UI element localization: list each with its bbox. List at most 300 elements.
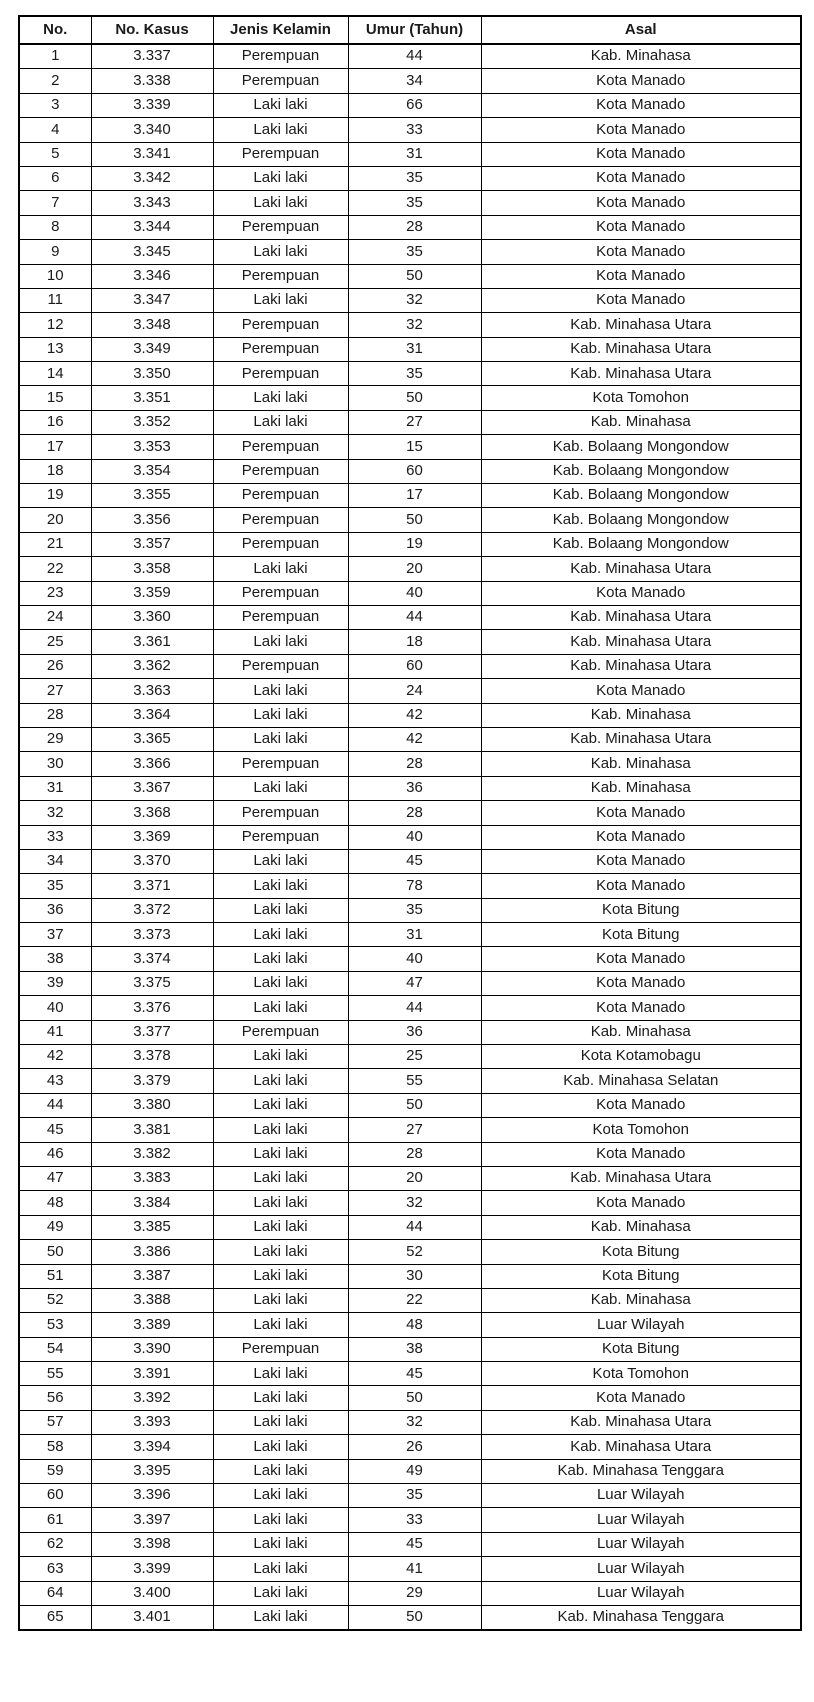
- table-row: [19, 679, 801, 703]
- cell-jenis-kelamin: Laki laki: [213, 1410, 348, 1434]
- cell-umur: 34: [348, 69, 481, 93]
- cell-no-kasus: 3.349: [91, 337, 213, 361]
- cell-no-kasus: 3.373: [91, 923, 213, 947]
- cell-jenis-kelamin: Laki laki: [213, 1240, 348, 1264]
- cell-umur: 18: [348, 630, 481, 654]
- cell-jenis-kelamin: Laki laki: [213, 703, 348, 727]
- cell-umur: 35: [348, 1484, 481, 1508]
- table-row: [19, 386, 801, 410]
- cell-jenis-kelamin: Laki laki: [213, 1093, 348, 1117]
- cell-no: 7: [19, 191, 91, 215]
- cell-no-kasus: 3.345: [91, 240, 213, 264]
- cell-jenis-kelamin: Perempuan: [213, 1337, 348, 1361]
- cell-asal: Kota Manado: [481, 1142, 801, 1166]
- table-row: [19, 337, 801, 361]
- cell-no: 37: [19, 923, 91, 947]
- cell-no: 46: [19, 1142, 91, 1166]
- table-row: [19, 215, 801, 239]
- cell-asal: Kab. Minahasa Utara: [481, 1410, 801, 1434]
- cell-jenis-kelamin: Laki laki: [213, 118, 348, 142]
- cell-no: 53: [19, 1313, 91, 1337]
- cell-umur: 33: [348, 118, 481, 142]
- cell-no-kasus: 3.359: [91, 581, 213, 605]
- cell-jenis-kelamin: Laki laki: [213, 849, 348, 873]
- cell-umur: 50: [348, 1386, 481, 1410]
- cell-umur: 35: [348, 240, 481, 264]
- cell-asal: Kota Tomohon: [481, 1118, 801, 1142]
- cell-asal: Kota Manado: [481, 679, 801, 703]
- cell-umur: 44: [348, 605, 481, 629]
- cell-no-kasus: 3.365: [91, 727, 213, 751]
- cell-asal: Kab. Minahasa Utara: [481, 313, 801, 337]
- cell-asal: Kota Bitung: [481, 898, 801, 922]
- cell-asal: Luar Wilayah: [481, 1532, 801, 1556]
- cell-jenis-kelamin: Laki laki: [213, 166, 348, 190]
- cell-asal: Kab. Bolaang Mongondow: [481, 435, 801, 459]
- cell-asal: Kota Manado: [481, 1386, 801, 1410]
- cell-no-kasus: 3.385: [91, 1215, 213, 1239]
- case-table-body: [19, 44, 801, 1630]
- cell-no-kasus: 3.341: [91, 142, 213, 166]
- cell-umur: 50: [348, 508, 481, 532]
- cell-umur: 35: [348, 362, 481, 386]
- cell-asal: Kota Tomohon: [481, 386, 801, 410]
- cell-no: 41: [19, 1020, 91, 1044]
- table-row: [19, 1118, 801, 1142]
- cell-umur: 40: [348, 947, 481, 971]
- table-row: [19, 1166, 801, 1190]
- cell-asal: Kota Bitung: [481, 1264, 801, 1288]
- cell-asal: Kota Manado: [481, 191, 801, 215]
- table-row: [19, 362, 801, 386]
- cell-umur: 32: [348, 1410, 481, 1434]
- cell-no-kasus: 3.348: [91, 313, 213, 337]
- cell-no: 47: [19, 1166, 91, 1190]
- cell-jenis-kelamin: Perempuan: [213, 142, 348, 166]
- cell-no: 60: [19, 1484, 91, 1508]
- cell-jenis-kelamin: Laki laki: [213, 630, 348, 654]
- cell-no-kasus: 3.393: [91, 1410, 213, 1434]
- cell-jenis-kelamin: Perempuan: [213, 215, 348, 239]
- cell-umur: 55: [348, 1069, 481, 1093]
- cell-jenis-kelamin: Laki laki: [213, 874, 348, 898]
- table-row: [19, 1215, 801, 1239]
- table-row: [19, 971, 801, 995]
- cell-no-kasus: 3.352: [91, 410, 213, 434]
- cell-no: 32: [19, 801, 91, 825]
- table-row: [19, 191, 801, 215]
- cell-asal: Kota Bitung: [481, 923, 801, 947]
- table-row: [19, 1045, 801, 1069]
- cell-no-kasus: 3.338: [91, 69, 213, 93]
- cell-no: 44: [19, 1093, 91, 1117]
- cell-asal: Luar Wilayah: [481, 1508, 801, 1532]
- cell-no: 9: [19, 240, 91, 264]
- cell-umur: 45: [348, 1532, 481, 1556]
- cell-no-kasus: 3.344: [91, 215, 213, 239]
- cell-no-kasus: 3.384: [91, 1191, 213, 1215]
- table-row: [19, 93, 801, 117]
- cell-asal: Kab. Minahasa: [481, 1288, 801, 1312]
- cell-no: 24: [19, 605, 91, 629]
- table-row: [19, 1557, 801, 1581]
- cell-umur: 28: [348, 801, 481, 825]
- cell-no-kasus: 3.390: [91, 1337, 213, 1361]
- table-row: [19, 264, 801, 288]
- cell-no-kasus: 3.392: [91, 1386, 213, 1410]
- table-row: [19, 996, 801, 1020]
- cell-no-kasus: 3.362: [91, 654, 213, 678]
- cell-umur: 27: [348, 410, 481, 434]
- cell-no-kasus: 3.381: [91, 1118, 213, 1142]
- cell-umur: 28: [348, 752, 481, 776]
- cell-jenis-kelamin: Laki laki: [213, 679, 348, 703]
- cell-asal: Kab. Minahasa: [481, 44, 801, 69]
- table-row: [19, 581, 801, 605]
- cell-asal: Kab. Minahasa Tenggara: [481, 1459, 801, 1483]
- cell-no-kasus: 3.380: [91, 1093, 213, 1117]
- table-row: [19, 459, 801, 483]
- cell-no: 20: [19, 508, 91, 532]
- cell-asal: Kab. Minahasa: [481, 752, 801, 776]
- cell-asal: Kota Tomohon: [481, 1362, 801, 1386]
- cell-jenis-kelamin: Laki laki: [213, 1459, 348, 1483]
- cell-no: 17: [19, 435, 91, 459]
- header-row: [19, 16, 801, 44]
- cell-asal: Kota Manado: [481, 996, 801, 1020]
- cell-no: 56: [19, 1386, 91, 1410]
- table-row: [19, 654, 801, 678]
- cell-jenis-kelamin: Laki laki: [213, 1045, 348, 1069]
- cell-asal: Kab. Minahasa: [481, 1020, 801, 1044]
- cell-umur: 30: [348, 1264, 481, 1288]
- cell-no: 29: [19, 727, 91, 751]
- cell-jenis-kelamin: Laki laki: [213, 386, 348, 410]
- cell-no: 54: [19, 1337, 91, 1361]
- cell-no-kasus: 3.347: [91, 288, 213, 312]
- cell-jenis-kelamin: Laki laki: [213, 1288, 348, 1312]
- cell-jenis-kelamin: Laki laki: [213, 1142, 348, 1166]
- cell-no: 2: [19, 69, 91, 93]
- table-row: [19, 1362, 801, 1386]
- case-table: [18, 15, 802, 1631]
- cell-no: 58: [19, 1435, 91, 1459]
- cell-jenis-kelamin: Laki laki: [213, 1606, 348, 1631]
- cell-jenis-kelamin: Perempuan: [213, 801, 348, 825]
- cell-no-kasus: 3.363: [91, 679, 213, 703]
- cell-jenis-kelamin: Laki laki: [213, 288, 348, 312]
- table-row: [19, 532, 801, 556]
- cell-no: 6: [19, 166, 91, 190]
- table-row: [19, 1069, 801, 1093]
- cell-asal: Kota Kotamobagu: [481, 1045, 801, 1069]
- cell-umur: 20: [348, 1166, 481, 1190]
- cell-no-kasus: 3.395: [91, 1459, 213, 1483]
- cell-jenis-kelamin: Laki laki: [213, 1166, 348, 1190]
- cell-umur: 27: [348, 1118, 481, 1142]
- cell-no-kasus: 3.382: [91, 1142, 213, 1166]
- cell-no-kasus: 3.358: [91, 557, 213, 581]
- table-row: [19, 484, 801, 508]
- cell-umur: 50: [348, 264, 481, 288]
- cell-no: 50: [19, 1240, 91, 1264]
- cell-jenis-kelamin: Perempuan: [213, 313, 348, 337]
- cell-jenis-kelamin: Laki laki: [213, 971, 348, 995]
- column-header-no-kasus: No. Kasus: [91, 16, 213, 44]
- cell-no: 33: [19, 825, 91, 849]
- cell-no: 1: [19, 44, 91, 69]
- cell-no: 26: [19, 654, 91, 678]
- cell-no: 27: [19, 679, 91, 703]
- cell-umur: 28: [348, 215, 481, 239]
- cell-jenis-kelamin: Perempuan: [213, 362, 348, 386]
- cell-jenis-kelamin: Perempuan: [213, 654, 348, 678]
- table-row: [19, 825, 801, 849]
- cell-jenis-kelamin: Laki laki: [213, 1118, 348, 1142]
- table-row: [19, 874, 801, 898]
- cell-umur: 40: [348, 825, 481, 849]
- cell-jenis-kelamin: Perempuan: [213, 459, 348, 483]
- cell-jenis-kelamin: Laki laki: [213, 1581, 348, 1605]
- cell-umur: 33: [348, 1508, 481, 1532]
- cell-umur: 29: [348, 1581, 481, 1605]
- cell-asal: Kab. Minahasa Utara: [481, 362, 801, 386]
- cell-jenis-kelamin: Perempuan: [213, 1020, 348, 1044]
- table-row: [19, 1093, 801, 1117]
- cell-no-kasus: 3.391: [91, 1362, 213, 1386]
- table-row: [19, 776, 801, 800]
- cell-no-kasus: 3.375: [91, 971, 213, 995]
- table-row: [19, 142, 801, 166]
- cell-no-kasus: 3.364: [91, 703, 213, 727]
- cell-no-kasus: 3.343: [91, 191, 213, 215]
- table-row: [19, 435, 801, 459]
- cell-umur: 35: [348, 166, 481, 190]
- cell-jenis-kelamin: Perempuan: [213, 264, 348, 288]
- cell-no-kasus: 3.353: [91, 435, 213, 459]
- cell-umur: 15: [348, 435, 481, 459]
- cell-umur: 42: [348, 727, 481, 751]
- cell-jenis-kelamin: Perempuan: [213, 581, 348, 605]
- cell-no-kasus: 3.400: [91, 1581, 213, 1605]
- cell-no-kasus: 3.401: [91, 1606, 213, 1631]
- table-row: [19, 313, 801, 337]
- table-row: [19, 1191, 801, 1215]
- cell-asal: Kab. Bolaang Mongondow: [481, 532, 801, 556]
- cell-umur: 50: [348, 386, 481, 410]
- column-header-jenis-kelamin: Jenis Kelamin: [213, 16, 348, 44]
- cell-asal: Kab. Minahasa: [481, 776, 801, 800]
- cell-no-kasus: 3.396: [91, 1484, 213, 1508]
- cell-no: 42: [19, 1045, 91, 1069]
- table-row: [19, 1264, 801, 1288]
- cell-umur: 24: [348, 679, 481, 703]
- cell-asal: Kota Manado: [481, 118, 801, 142]
- cell-no-kasus: 3.372: [91, 898, 213, 922]
- cell-jenis-kelamin: Laki laki: [213, 1484, 348, 1508]
- cell-no-kasus: 3.377: [91, 1020, 213, 1044]
- cell-asal: Kab. Minahasa Utara: [481, 1435, 801, 1459]
- case-table-header: [19, 16, 801, 44]
- cell-umur: 35: [348, 898, 481, 922]
- cell-jenis-kelamin: Laki laki: [213, 1264, 348, 1288]
- cell-umur: 44: [348, 996, 481, 1020]
- cell-umur: 26: [348, 1435, 481, 1459]
- cell-no: 28: [19, 703, 91, 727]
- cell-no-kasus: 3.370: [91, 849, 213, 873]
- cell-asal: Kota Bitung: [481, 1240, 801, 1264]
- cell-asal: Kab. Minahasa Selatan: [481, 1069, 801, 1093]
- cell-umur: 36: [348, 1020, 481, 1044]
- cell-umur: 22: [348, 1288, 481, 1312]
- cell-asal: Kab. Minahasa Utara: [481, 654, 801, 678]
- cell-no: 12: [19, 313, 91, 337]
- cell-jenis-kelamin: Perempuan: [213, 69, 348, 93]
- cell-no: 52: [19, 1288, 91, 1312]
- cell-umur: 42: [348, 703, 481, 727]
- cell-asal: Kota Manado: [481, 166, 801, 190]
- cell-asal: Kota Bitung: [481, 1337, 801, 1361]
- cell-jenis-kelamin: Laki laki: [213, 776, 348, 800]
- cell-no: 49: [19, 1215, 91, 1239]
- cell-no: 48: [19, 1191, 91, 1215]
- cell-jenis-kelamin: Perempuan: [213, 605, 348, 629]
- cell-jenis-kelamin: Laki laki: [213, 898, 348, 922]
- cell-asal: Kab. Minahasa Utara: [481, 605, 801, 629]
- table-row: [19, 1606, 801, 1631]
- table-row: [19, 1337, 801, 1361]
- cell-no-kasus: 3.355: [91, 484, 213, 508]
- cell-asal: Kab. Bolaang Mongondow: [481, 484, 801, 508]
- cell-asal: Kota Manado: [481, 69, 801, 93]
- cell-umur: 17: [348, 484, 481, 508]
- cell-no: 5: [19, 142, 91, 166]
- cell-umur: 60: [348, 654, 481, 678]
- table-row: [19, 557, 801, 581]
- column-header-asal: Asal: [481, 16, 801, 44]
- cell-no: 51: [19, 1264, 91, 1288]
- cell-asal: Luar Wilayah: [481, 1313, 801, 1337]
- cell-asal: Luar Wilayah: [481, 1581, 801, 1605]
- cell-no: 8: [19, 215, 91, 239]
- cell-no: 14: [19, 362, 91, 386]
- cell-asal: Kab. Minahasa: [481, 703, 801, 727]
- cell-no: 4: [19, 118, 91, 142]
- table-row: [19, 801, 801, 825]
- cell-jenis-kelamin: Perempuan: [213, 532, 348, 556]
- cell-asal: Kota Manado: [481, 240, 801, 264]
- table-row: [19, 703, 801, 727]
- table-row: [19, 1435, 801, 1459]
- cell-asal: Kota Manado: [481, 142, 801, 166]
- cell-no-kasus: 3.397: [91, 1508, 213, 1532]
- cell-asal: Luar Wilayah: [481, 1557, 801, 1581]
- table-row: [19, 947, 801, 971]
- cell-umur: 45: [348, 849, 481, 873]
- cell-no: 64: [19, 1581, 91, 1605]
- cell-asal: Kab. Minahasa Utara: [481, 1166, 801, 1190]
- cell-no: 13: [19, 337, 91, 361]
- cell-umur: 35: [348, 191, 481, 215]
- table-row: [19, 1240, 801, 1264]
- cell-no-kasus: 3.371: [91, 874, 213, 898]
- cell-jenis-kelamin: Laki laki: [213, 1557, 348, 1581]
- cell-no: 30: [19, 752, 91, 776]
- cell-asal: Luar Wilayah: [481, 1484, 801, 1508]
- cell-umur: 36: [348, 776, 481, 800]
- cell-umur: 25: [348, 1045, 481, 1069]
- cell-umur: 52: [348, 1240, 481, 1264]
- cell-asal: Kab. Minahasa Utara: [481, 557, 801, 581]
- cell-no: 18: [19, 459, 91, 483]
- cell-no-kasus: 3.367: [91, 776, 213, 800]
- cell-no-kasus: 3.398: [91, 1532, 213, 1556]
- cell-umur: 60: [348, 459, 481, 483]
- cell-asal: Kota Manado: [481, 93, 801, 117]
- cell-no: 34: [19, 849, 91, 873]
- cell-no-kasus: 3.357: [91, 532, 213, 556]
- cell-no-kasus: 3.350: [91, 362, 213, 386]
- cell-no-kasus: 3.360: [91, 605, 213, 629]
- cell-umur: 44: [348, 1215, 481, 1239]
- table-row: [19, 605, 801, 629]
- cell-umur: 28: [348, 1142, 481, 1166]
- table-row: [19, 849, 801, 873]
- cell-no: 21: [19, 532, 91, 556]
- table-row: [19, 1508, 801, 1532]
- cell-no-kasus: 3.376: [91, 996, 213, 1020]
- cell-no: 65: [19, 1606, 91, 1631]
- cell-jenis-kelamin: Laki laki: [213, 1069, 348, 1093]
- cell-no-kasus: 3.386: [91, 1240, 213, 1264]
- table-row: [19, 166, 801, 190]
- cell-umur: 38: [348, 1337, 481, 1361]
- cell-no-kasus: 3.354: [91, 459, 213, 483]
- cell-no-kasus: 3.361: [91, 630, 213, 654]
- cell-umur: 32: [348, 288, 481, 312]
- cell-no-kasus: 3.356: [91, 508, 213, 532]
- cell-asal: Kota Manado: [481, 849, 801, 873]
- cell-no-kasus: 3.366: [91, 752, 213, 776]
- cell-no: 19: [19, 484, 91, 508]
- table-row: [19, 1581, 801, 1605]
- table-row: [19, 1020, 801, 1044]
- cell-no-kasus: 3.339: [91, 93, 213, 117]
- table-row: [19, 898, 801, 922]
- cell-asal: Kota Manado: [481, 947, 801, 971]
- cell-umur: 50: [348, 1606, 481, 1631]
- cell-umur: 19: [348, 532, 481, 556]
- table-row: [19, 1313, 801, 1337]
- cell-asal: Kab. Bolaang Mongondow: [481, 459, 801, 483]
- cell-no: 36: [19, 898, 91, 922]
- cell-jenis-kelamin: Laki laki: [213, 1313, 348, 1337]
- cell-no-kasus: 3.389: [91, 1313, 213, 1337]
- cell-umur: 41: [348, 1557, 481, 1581]
- cell-no-kasus: 3.379: [91, 1069, 213, 1093]
- cell-jenis-kelamin: Laki laki: [213, 947, 348, 971]
- cell-jenis-kelamin: Laki laki: [213, 93, 348, 117]
- cell-asal: Kota Manado: [481, 264, 801, 288]
- cell-jenis-kelamin: Laki laki: [213, 191, 348, 215]
- cell-jenis-kelamin: Laki laki: [213, 1362, 348, 1386]
- cell-jenis-kelamin: Laki laki: [213, 1191, 348, 1215]
- cell-no-kasus: 3.351: [91, 386, 213, 410]
- cell-no: 43: [19, 1069, 91, 1093]
- cell-umur: 49: [348, 1459, 481, 1483]
- table-row: [19, 1532, 801, 1556]
- cell-no-kasus: 3.369: [91, 825, 213, 849]
